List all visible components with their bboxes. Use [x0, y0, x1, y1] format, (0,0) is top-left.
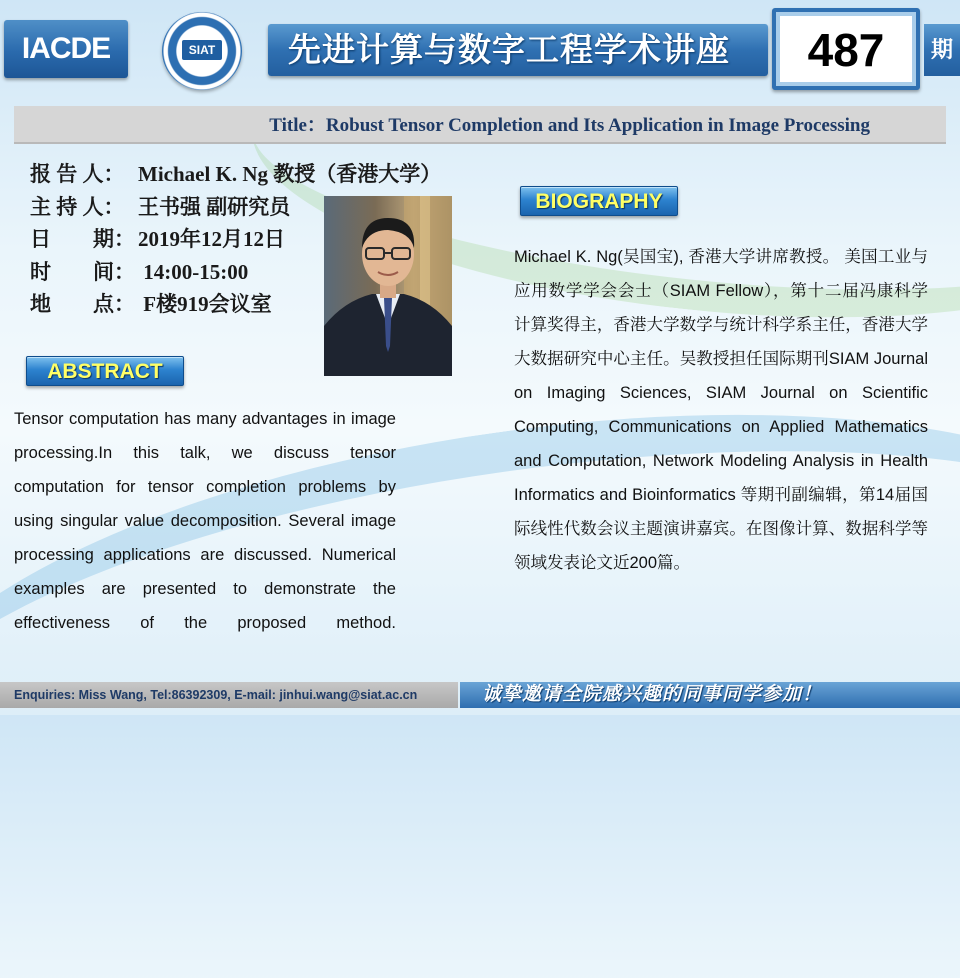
abstract-heading: ABSTRACT: [26, 356, 184, 386]
siat-logo-text: SIAT: [182, 40, 222, 60]
place-label: 地 点：: [30, 292, 135, 316]
date-label: 日 期：: [30, 227, 135, 251]
enquiries-footer: Enquiries: Miss Wang, Tel:86392309, E-mail: jinhui.wang@siat.ac.cn: [0, 682, 458, 708]
issue-number: 487: [772, 8, 920, 90]
speaker-label: 报 告 人：: [30, 162, 125, 186]
invitation-footer: 诚挚邀请全院感兴趣的同事同学参加！: [460, 682, 960, 708]
speaker-photo: [324, 196, 452, 376]
host-value: 王书强 副研究员: [138, 194, 291, 219]
biography-heading: BIOGRAPHY: [520, 186, 678, 216]
iacde-logo: IACDE: [4, 20, 128, 78]
biography-text: Michael K. Ng(吴国宝), 香港大学讲席教授。 美国工业与应用数学学会会士（SIAM Fellow），第十二届冯康科学计算奖得主，香港大学数学与统计科学系主任，香港大学大数据研究中心主任。吴教授担任国际期刊SIAM Journal on Imaging Sciences, SIAM Journal on Scientific Computing, Communications on Applied Mathematics and Computation, Network Modeling Analysis in Health Informatics and Bioinformatics 等期刊副编辑，第14届国际线性代数会议主题演讲嘉宾。在图像计算、数据科学等领域发表论文近200篇。: [514, 248, 928, 572]
series-title: 先进计算与数字工程学术讲座: [268, 24, 768, 76]
time-value: 14:00-15:00: [138, 259, 249, 284]
issue-suffix: 期: [924, 24, 960, 76]
time-label: 时 间：: [30, 259, 135, 284]
talk-title: Title：Robust Tensor Completion and Its Application in Image Processing: [14, 106, 946, 144]
abstract-text: Tensor computation has many advantages in image processing.In this talk, we discuss tensor computation for tensor completion problems by using singular value decomposition. Several image processing applications are discussed. Numerical examples are presented to demonstrate the effectiveness of the proposed method.: [14, 410, 396, 632]
host-label: 主 持 人：: [30, 194, 125, 219]
speaker-value: Michael K. Ng 教授（香港大学）: [138, 162, 442, 186]
place-value: F楼919会议室: [138, 292, 272, 316]
date-value: 2019年12月12日: [138, 227, 285, 251]
speaker-row: [30, 158, 441, 191]
siat-logo: [162, 12, 242, 90]
